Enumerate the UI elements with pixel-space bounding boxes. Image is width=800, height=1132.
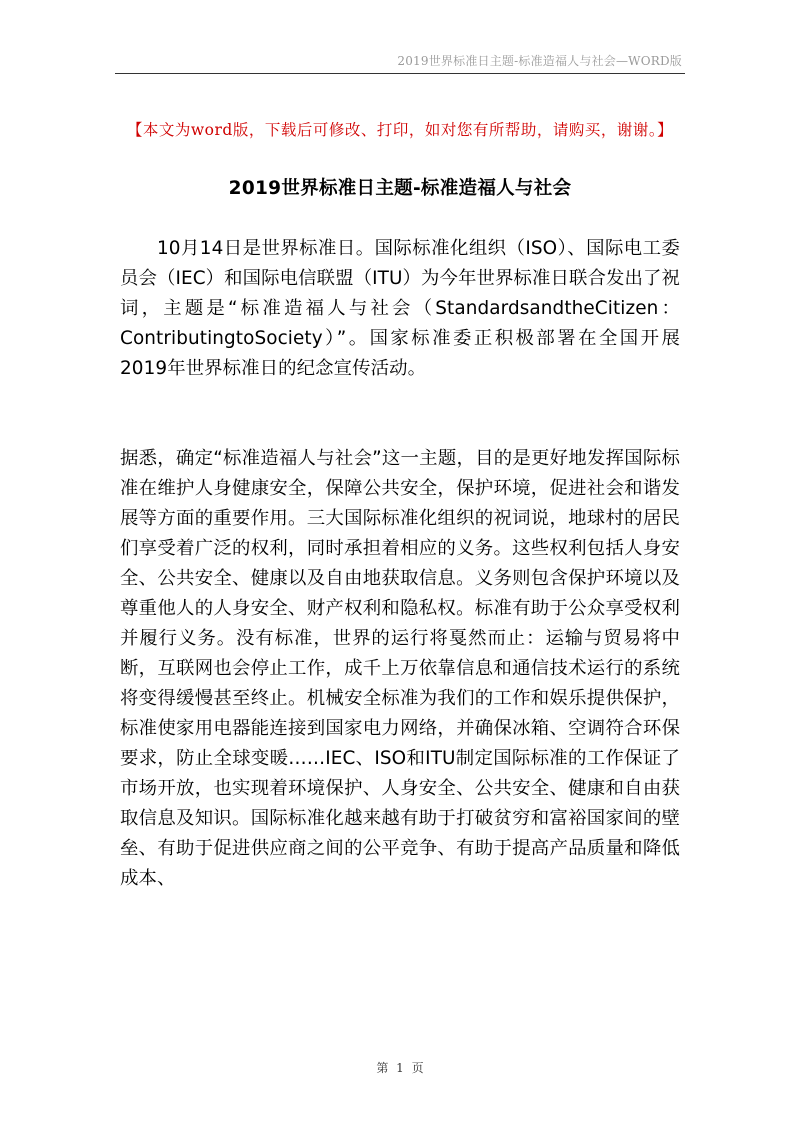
download-notice: 【本文为word版，下载后可修改、打印，如对您有所帮助，请购买，谢谢。】 <box>126 121 674 139</box>
page-number: 1 <box>396 1061 404 1075</box>
page-prefix: 第 <box>376 1061 389 1075</box>
page-footer <box>0 1059 800 1076</box>
document-title: 2019世界标准日主题-标准造福人与社会 <box>228 178 572 199</box>
paragraph-1: 10月14日是世界标准日。国际标准化组织（ISO）、国际电工委员会（IEC）和国际电信联盟（ITU）为今年世界标准日联合发出了祝词，主题是“标准造福人与社会（StandardsandtheCitizen：ContributingtoSociety）”。国家标准委正积极部署在全国开展2019年世界标准日的纪念宣传活动。 <box>120 238 680 379</box>
page-suffix: 页 <box>411 1061 424 1075</box>
running-header: 2019世界标准日主题-标准造福人与社会—WORD版 <box>397 54 682 68</box>
paragraph-2: 据悉，确定“标准造福人与社会”这一主题，目的是更好地发挥国际标准在维护人身健康安全，保障公共安全，保护环境，促进社会和谐发展等方面的重要作用。三大国际标准化组织的祝词说，地球村的居民们享受着广泛的权利，同时承担着相应的义务。这些权利包括人身安全、公共安全、健康以及自由地获取信息。义务则包含保护环境以及尊重他人的人身安全、财产权利和隐私权。标准有助于公众享受权利并履行义务。没有标准，世界的运行将戛然而止：运输与贸易将中断，互联网也会停止工作，成千上万依靠信息和通信技术运行的系统将变得缓慢甚至终止。机械安全标准为我们的工作和娱乐提供保护，标准使家用电器能连接到国家电力网络，并确保冰箱、空调符合环保要求，防止全球变暖……IEC、ISO和ITU制定国际标准的工作保证了市场开放，也实现着环境保护、人身安全、公共安全、健康和自由获取信息及知识。国际标准化越来越有助于打破贫穷和富裕国家间的壁垒、有助于促进供应商之间的公平竞争、有助于提高产品质量和降低成本、 <box>120 448 680 889</box>
header-divider <box>115 73 685 74</box>
